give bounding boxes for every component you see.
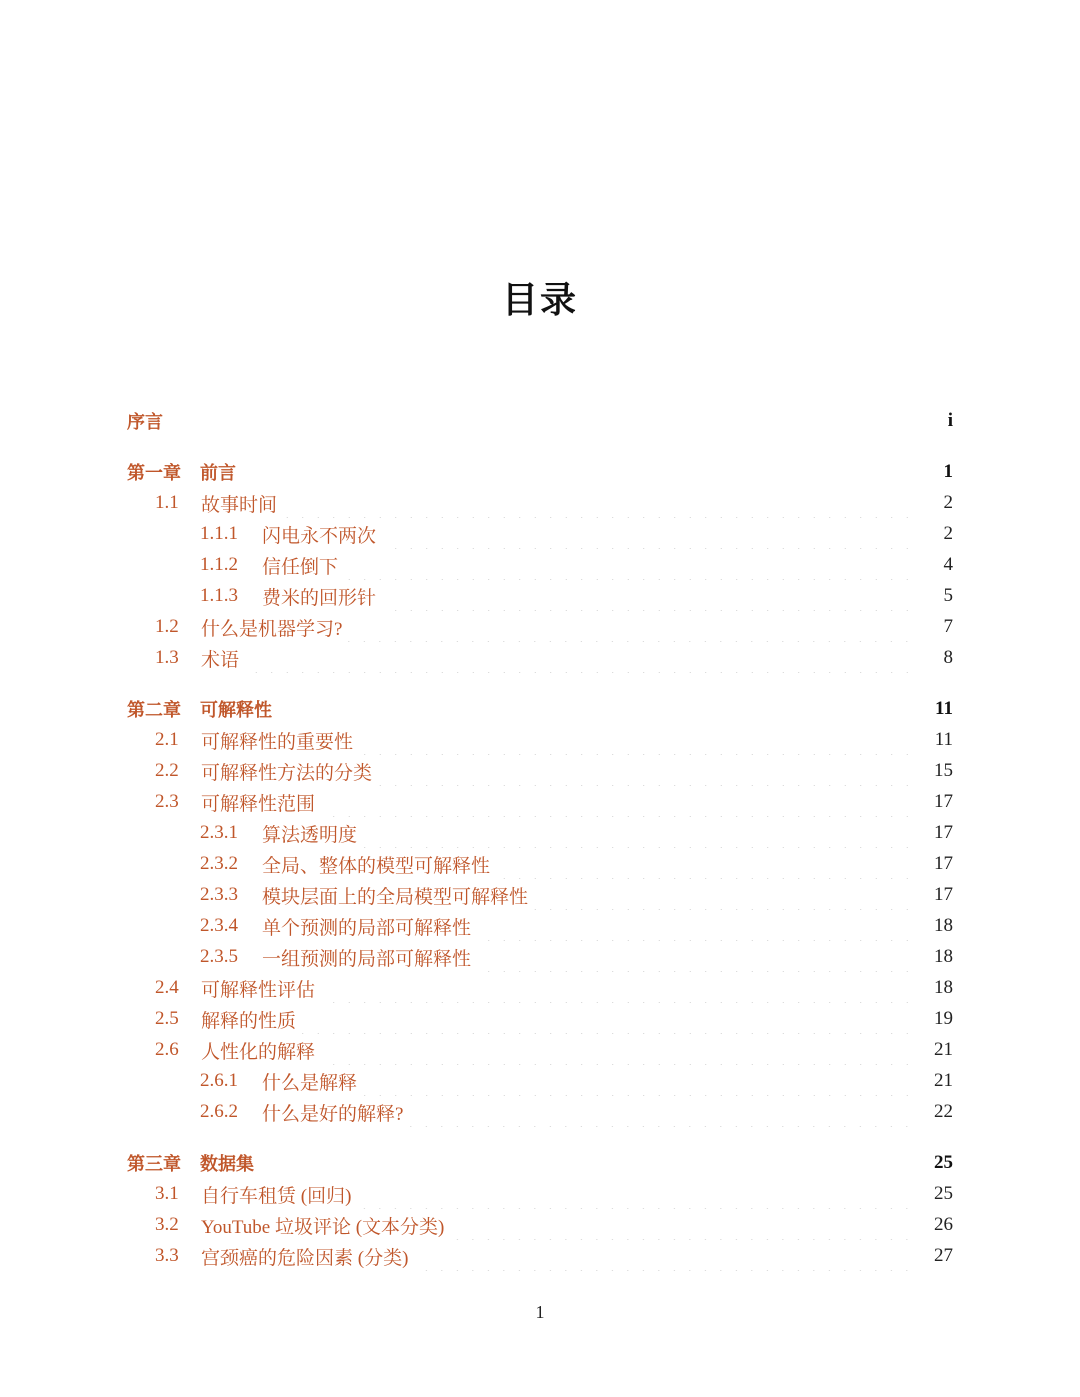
toc-title: 故事时间 bbox=[201, 494, 278, 516]
toc-title: 算法透明度 bbox=[262, 824, 358, 846]
toc-title: 模块层面上的全局模型可解释性 bbox=[262, 886, 529, 908]
dot-leader bbox=[477, 915, 915, 941]
toc-number: 第二章 bbox=[127, 700, 181, 721]
toc-chapter[interactable] bbox=[127, 696, 953, 722]
toc-page-number: 2 bbox=[943, 492, 953, 513]
toc-title: 一组预测的局部可解释性 bbox=[262, 948, 472, 970]
dot-leader bbox=[348, 616, 915, 642]
toc-page-number: 17 bbox=[934, 791, 953, 812]
toc-title: 宫颈癌的危险因素 (分类) bbox=[201, 1247, 409, 1269]
toc-entry[interactable] bbox=[155, 1212, 953, 1238]
toc-number: 1.1 bbox=[155, 492, 179, 513]
page-number: 1 bbox=[535, 1302, 545, 1322]
toc-number: 2.2 bbox=[155, 760, 179, 781]
toc-page-number: 15 bbox=[934, 760, 953, 781]
toc-number: 3.1 bbox=[155, 1183, 179, 1204]
toc-chapter[interactable] bbox=[127, 1150, 953, 1176]
toc-entry[interactable] bbox=[200, 1068, 953, 1094]
toc-number: 2.3.4 bbox=[200, 915, 238, 936]
toc-page-number: 21 bbox=[934, 1070, 953, 1091]
toc-title: 可解释性范围 bbox=[201, 793, 316, 815]
toc-entry[interactable] bbox=[155, 758, 953, 784]
toc-entry[interactable] bbox=[155, 490, 953, 516]
toc-page-number: 25 bbox=[934, 1152, 953, 1173]
toc-entry[interactable] bbox=[200, 1099, 953, 1125]
toc-page-number: 18 bbox=[934, 977, 953, 998]
toc-number: 2.5 bbox=[155, 1008, 179, 1029]
toc-title: 自行车租赁 (回归) bbox=[201, 1185, 352, 1207]
toc-title: 术语 bbox=[201, 649, 240, 671]
toc-page-number: 21 bbox=[934, 1039, 953, 1060]
toc-chapter[interactable] bbox=[127, 459, 953, 485]
toc-page-number: 2 bbox=[943, 523, 953, 544]
dot-leader bbox=[450, 1214, 915, 1240]
toc-entry[interactable] bbox=[155, 975, 953, 1001]
dot-leader bbox=[363, 822, 915, 848]
toc-number: 2.6.1 bbox=[200, 1070, 238, 1091]
toc-entry[interactable] bbox=[200, 820, 953, 846]
toc-chapter[interactable] bbox=[127, 408, 953, 434]
dot-leader bbox=[321, 791, 915, 817]
dot-leader bbox=[357, 1183, 915, 1209]
toc-entry[interactable] bbox=[200, 851, 953, 877]
toc-number: 1.1.2 bbox=[200, 554, 238, 575]
dot-leader bbox=[321, 1039, 915, 1065]
toc-entry[interactable] bbox=[200, 913, 953, 939]
toc-title: 序言 bbox=[127, 412, 163, 433]
toc-entry[interactable] bbox=[200, 521, 953, 547]
toc-number: 2.3 bbox=[155, 791, 179, 812]
toc-title: 什么是机器学习? bbox=[201, 618, 343, 640]
toc-number: 2.4 bbox=[155, 977, 179, 998]
toc-number: 2.3.5 bbox=[200, 946, 238, 967]
dot-leader bbox=[302, 1008, 915, 1034]
toc-number: 第一章 bbox=[127, 463, 181, 484]
toc-page-number: 8 bbox=[943, 647, 953, 668]
toc-page-number: i bbox=[947, 410, 953, 431]
toc-number: 1.1.1 bbox=[200, 523, 238, 544]
toc-entry[interactable] bbox=[155, 614, 953, 640]
toc-page-number: 19 bbox=[934, 1008, 953, 1029]
dot-leader bbox=[378, 760, 915, 786]
dot-leader bbox=[344, 554, 915, 580]
toc-entry[interactable] bbox=[155, 1243, 953, 1269]
toc-entry[interactable] bbox=[155, 645, 953, 671]
toc-entry[interactable] bbox=[155, 789, 953, 815]
toc-title: 数据集 bbox=[200, 1154, 254, 1175]
toc-title: 什么是好的解释? bbox=[262, 1103, 404, 1125]
toc-number: 2.3.1 bbox=[200, 822, 238, 843]
toc-page-number: 25 bbox=[934, 1183, 953, 1204]
toc-page-number: 17 bbox=[934, 884, 953, 905]
toc-page-number: 18 bbox=[934, 915, 953, 936]
dot-leader bbox=[245, 647, 915, 673]
toc-number: 2.3.2 bbox=[200, 853, 238, 874]
toc-title: 信任倒下 bbox=[262, 556, 339, 578]
page-title: 目录 bbox=[501, 280, 578, 321]
dot-leader bbox=[283, 492, 915, 518]
toc-entry[interactable] bbox=[155, 1181, 953, 1207]
toc-page-number: 18 bbox=[934, 946, 953, 967]
dot-leader bbox=[409, 1101, 915, 1127]
toc-title: 可解释性评估 bbox=[201, 979, 316, 1001]
toc-number: 2.6.2 bbox=[200, 1101, 238, 1122]
toc-title: 闪电永不两次 bbox=[262, 525, 377, 547]
toc-title: YouTube 垃圾评论 (文本分类) bbox=[201, 1216, 445, 1238]
toc-title: 人性化的解释 bbox=[201, 1041, 316, 1063]
toc-page-number: 26 bbox=[934, 1214, 953, 1235]
toc-entry[interactable] bbox=[155, 1037, 953, 1063]
toc-title: 单个预测的局部可解释性 bbox=[262, 917, 472, 939]
toc-title: 可解释性方法的分类 bbox=[201, 762, 373, 784]
toc-number: 2.3.3 bbox=[200, 884, 238, 905]
toc-page-number: 11 bbox=[935, 698, 953, 719]
toc-number: 1.1.3 bbox=[200, 585, 238, 606]
toc-title: 解释的性质 bbox=[201, 1010, 297, 1032]
toc-number: 3.2 bbox=[155, 1214, 179, 1235]
toc-page-number: 4 bbox=[943, 554, 953, 575]
toc-page-number: 5 bbox=[943, 585, 953, 606]
toc-page-number: 27 bbox=[934, 1245, 953, 1266]
toc-number: 第三章 bbox=[127, 1154, 181, 1175]
dot-leader bbox=[477, 946, 915, 972]
toc-page-number: 1 bbox=[943, 461, 953, 482]
toc-number: 3.3 bbox=[155, 1245, 179, 1266]
toc-page-number: 7 bbox=[943, 616, 953, 637]
toc-page-number: 17 bbox=[934, 822, 953, 843]
toc-title: 费米的回形针 bbox=[262, 587, 377, 609]
dot-leader bbox=[321, 977, 915, 1003]
dot-leader bbox=[382, 585, 915, 611]
toc-number: 2.1 bbox=[155, 729, 179, 750]
toc-entry[interactable] bbox=[200, 583, 953, 609]
toc-title: 什么是解释 bbox=[262, 1072, 358, 1094]
toc-entry[interactable] bbox=[200, 944, 953, 970]
dot-leader bbox=[534, 884, 915, 910]
dot-leader bbox=[382, 523, 915, 549]
toc-title: 可解释性的重要性 bbox=[201, 731, 354, 753]
dot-leader bbox=[363, 1070, 915, 1096]
toc-number: 1.2 bbox=[155, 616, 179, 637]
toc-title: 全局、整体的模型可解释性 bbox=[262, 855, 491, 877]
toc-entry[interactable] bbox=[200, 552, 953, 578]
toc-title: 前言 bbox=[200, 463, 236, 484]
toc-title: 可解释性 bbox=[200, 700, 272, 721]
toc-entry[interactable] bbox=[155, 1006, 953, 1032]
dot-leader bbox=[414, 1245, 915, 1271]
toc-entry[interactable] bbox=[200, 882, 953, 908]
dot-leader bbox=[496, 853, 915, 879]
toc-number: 2.6 bbox=[155, 1039, 179, 1060]
toc-page-number: 11 bbox=[934, 729, 953, 750]
dot-leader bbox=[359, 729, 915, 755]
toc-page-number: 17 bbox=[934, 853, 953, 874]
toc-entry[interactable] bbox=[155, 727, 953, 753]
toc-number: 1.3 bbox=[155, 647, 179, 668]
toc-page-number: 22 bbox=[934, 1101, 953, 1122]
